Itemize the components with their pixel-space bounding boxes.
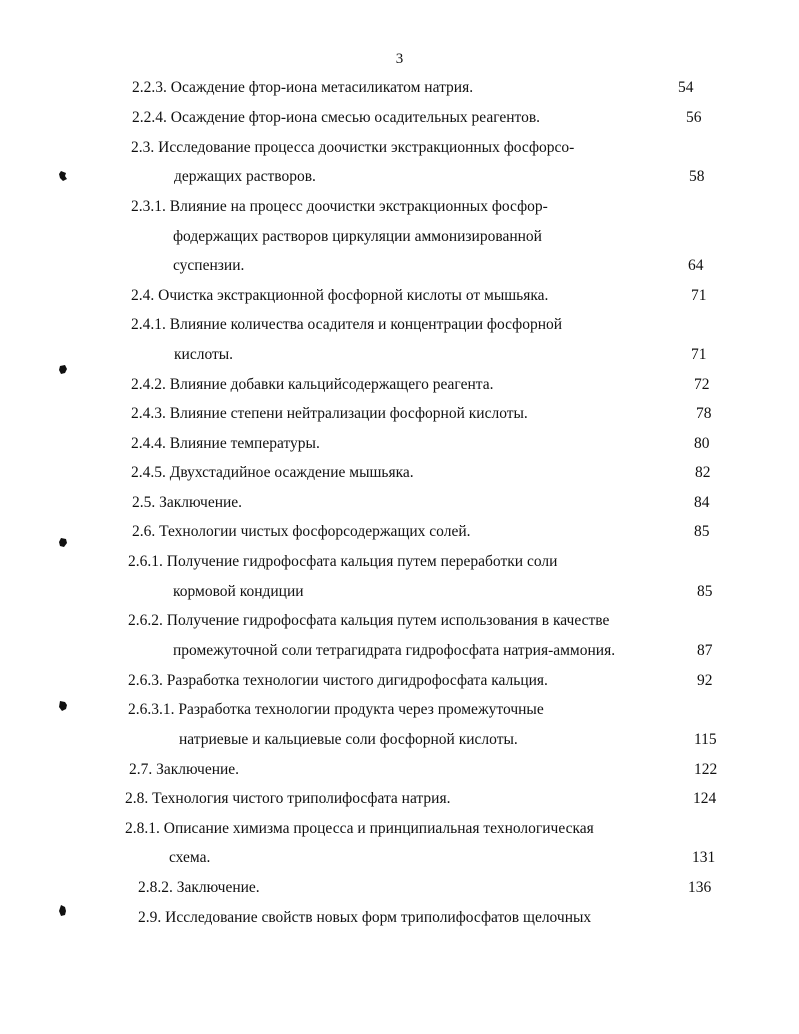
toc-page-number: 122 — [694, 761, 718, 778]
toc-page-number: 58 — [689, 168, 705, 185]
toc-page-number: 71 — [691, 287, 707, 304]
toc-line: держащих растворов. — [174, 168, 316, 185]
toc-line: промежуточной соли тетрагидрата гидрофосфата натрия-аммония. — [173, 642, 616, 659]
toc-page-number: 84 — [694, 494, 710, 511]
toc-line: 2.8. Технология чистого триполифосфата натрия. — [125, 790, 451, 807]
toc-line: 2.3.1. Влияние на процесс доочистки экстракционных фосфор- — [131, 198, 548, 215]
toc-line: 2.4.3. Влияние степени нейтрализации фосфорной кислоты. — [131, 405, 528, 422]
toc-page-number: 136 — [688, 879, 712, 896]
toc-line: 2.4.2. Влияние добавки кальцийсодержащего реагента. — [131, 376, 494, 393]
toc-line: кислоты. — [174, 346, 234, 363]
toc-page-number: 85 — [694, 523, 710, 540]
toc-page-number: 80 — [694, 435, 710, 452]
toc-page-number: 124 — [693, 790, 717, 807]
binder-mark-icon — [58, 170, 68, 182]
toc-line: 2.2.3. Осаждение фтор-иона метасиликатом натрия. — [132, 79, 474, 96]
toc-line: 2.8.1. Описание химизма процесса и принципиальная технологическая — [125, 820, 594, 837]
toc-page-number: 115 — [694, 731, 717, 748]
page-number: 3 — [395, 51, 404, 67]
toc-line: 2.4.1. Влияние количества осадителя и концентрации фосфорной — [131, 316, 563, 333]
toc-page-number: 71 — [691, 346, 707, 363]
toc-line: 2.6.1. Получение гидрофосфата кальция путем переработки соли — [128, 553, 558, 570]
toc-line: 2.6.3.1. Разработка технологии продукта через промежуточные — [128, 701, 544, 718]
toc-line: 2.5. Заключение. — [132, 494, 243, 511]
toc-line: 2.2.4. Осаждение фтор-иона смесью осадительных реагентов. — [132, 109, 541, 126]
toc-line: 2.4. Очистка экстракционной фосфорной кислоты от мышьяка. — [131, 287, 549, 304]
toc-page-number: 82 — [695, 464, 711, 481]
toc-page-number: 54 — [678, 79, 694, 96]
toc-page-number: 64 — [688, 257, 704, 274]
toc-line: 2.4.5. Двухстадийное осаждение мышьяка. — [131, 464, 414, 481]
toc-page-number: 92 — [697, 672, 713, 689]
toc-line: 2.6.3. Разработка технологии чистого дигидрофосфата кальция. — [128, 672, 548, 689]
toc-line: 2.6.2. Получение гидрофосфата кальция путем использования в качестве — [128, 612, 610, 629]
binder-mark-icon — [58, 364, 68, 376]
toc-line: 2.3. Исследование процесса доочистки экстракционных фосфорсо- — [131, 139, 575, 156]
binder-mark-icon — [58, 537, 68, 549]
toc-page-number: 85 — [697, 583, 713, 600]
toc-line: 2.8.2. Заключение. — [138, 879, 260, 896]
toc-page-number: 72 — [694, 376, 710, 393]
toc-line: суспензии. — [173, 257, 245, 274]
toc-line: 2.4.4. Влияние температуры. — [131, 435, 320, 452]
toc-line: 2.9. Исследование свойств новых форм триполифосфатов щелочных — [138, 909, 592, 926]
binder-mark-icon — [58, 700, 68, 712]
toc-line: 2.7. Заключение. — [129, 761, 240, 778]
toc-line: 2.6. Технологии чистых фосфорсодержащих солей. — [132, 523, 471, 540]
toc-page-number: 87 — [697, 642, 713, 659]
toc-page-number: 131 — [692, 849, 716, 866]
toc-line: фодержащих растворов циркуляции аммонизированной — [173, 228, 542, 245]
toc-line: натриевые и кальциевые соли фосфорной кислоты. — [179, 731, 518, 748]
toc-line: схема. — [169, 849, 211, 866]
toc-page-number: 56 — [686, 109, 702, 126]
binder-mark-icon — [58, 905, 68, 917]
toc-line: кормовой кондиции — [173, 583, 304, 600]
toc-page-number: 78 — [696, 405, 712, 422]
